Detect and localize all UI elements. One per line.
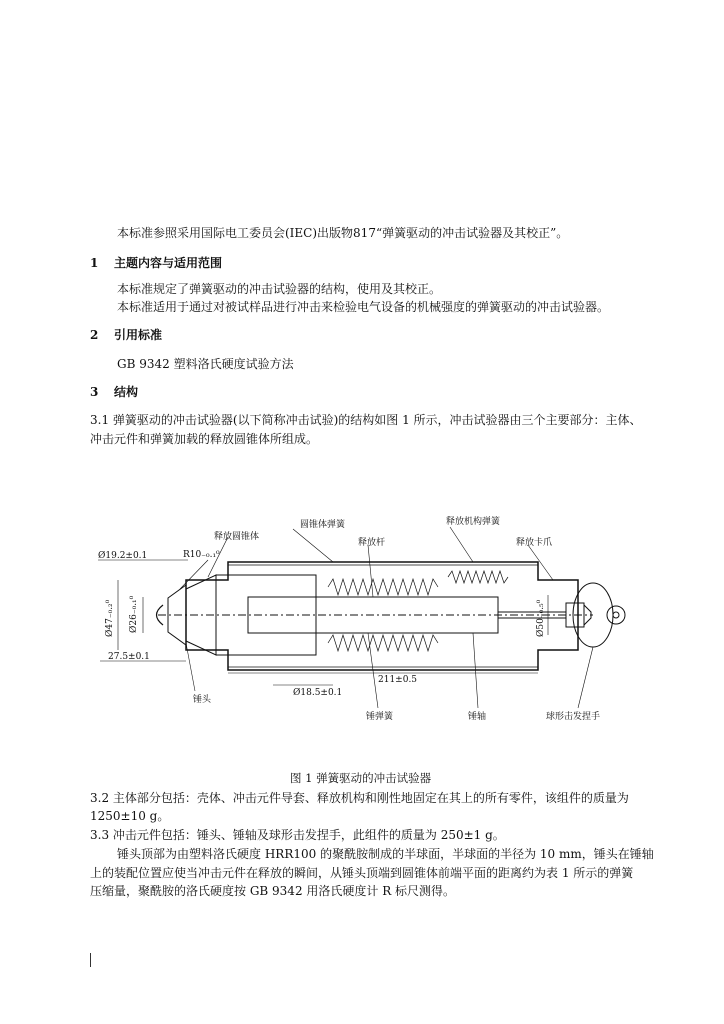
figure-1-drawing (88, 505, 668, 755)
section-3-2-line-1: 3.2 主体部分包括：壳体、冲击元件导套、释放机构和刚性地固定在其上的所有零件，该组件的质量为 (90, 791, 629, 805)
dim-l27: 27.5±0.1 (108, 652, 150, 662)
section-3-2-line-2: 1250±10 g。 (90, 809, 170, 823)
dim-d19: Ø19.2±0.1 (98, 551, 148, 561)
dim-d50: Ø50₋₀.₅⁰ (536, 599, 546, 637)
intro-paragraph: 本标准参照采用国际电工委员会(IEC)出版物817“弹簧驱动的冲击试验器及其校正”。 (117, 226, 569, 240)
section-2-title: 引用标准 (114, 328, 163, 342)
section-3-3-paragraph-line-1: 锤头顶部为由塑料洛氏硬度 HRR100 的聚酰胺制成的半球面，半球面的半径为 10 mm，锤头在锤轴 (117, 847, 654, 861)
section-3-3-paragraph-line-3: 压缩量，聚酰胺的洛氏硬度按 GB 9342 用洛氏硬度计 R 标尺测得。 (90, 884, 456, 898)
label-hammer-spring: 锤弹簧 (366, 712, 394, 722)
dim-d18: Ø18.5±0.1 (293, 688, 343, 698)
label-release-rod: 释放杆 (358, 538, 386, 548)
dim-r10: R10₋₀.₁⁰ (183, 550, 220, 560)
section-1-title: 主题内容与适用范围 (114, 256, 223, 270)
section-3-3-line-1: 3.3 冲击元件包括：锤头、锤轴及球形击发捏手，此组件的质量为 250±1 g。 (90, 828, 505, 842)
figure-1-caption: 图 1 弹簧驱动的冲击试验器 (290, 771, 432, 785)
section-2-reference: GB 9342 塑料洛氏硬度试验方法 (117, 357, 294, 371)
dim-l211: 211±0.5 (378, 675, 418, 685)
section-3-3-paragraph-line-2: 上的装配位置应使当冲击元件在释放的瞬间，从锤头顶端到圆锥体前端平面的距离约为表 1 所示的弹簧 (90, 866, 634, 880)
margin-mark (90, 953, 91, 967)
dim-d47: Ø47₋₀.₂⁰ (105, 599, 115, 637)
label-hammer-head: 锤头 (193, 695, 212, 705)
section-1-paragraph-1: 本标准规定了弹簧驱动的冲击试验器的结构，使用及其校正。 (117, 282, 442, 296)
section-3-1-line-2: 冲击元件和弹簧加载的释放圆锥体所组成。 (90, 432, 319, 446)
label-knob: 球形击发捏手 (546, 712, 601, 722)
section-1-number: 1 (90, 256, 99, 270)
section-1-paragraph-2: 本标准适用于通过对被试样品进行冲击来检验电气设备的机械强度的弹簧驱动的冲击试验器。 (117, 300, 610, 314)
label-release-cone: 释放圆锥体 (214, 532, 260, 542)
dim-d26: Ø26₋₀.₁⁰ (129, 595, 139, 633)
section-3-title: 结构 (114, 385, 139, 399)
label-hammer-shaft: 锤轴 (468, 712, 487, 722)
label-release-spring: 释放机构弹簧 (446, 517, 501, 527)
section-3-1-line-1: 3.1 弹簧驱动的冲击试验器(以下简称冲击试验)的结构如图 1 所示，冲击试验器由三个主要部分：主体、 (90, 413, 642, 427)
section-3-number: 3 (90, 385, 99, 399)
section-2-number: 2 (90, 328, 99, 342)
label-release-claw: 释放卡爪 (516, 538, 553, 548)
label-cone-spring: 圆锥体弹簧 (300, 520, 346, 530)
